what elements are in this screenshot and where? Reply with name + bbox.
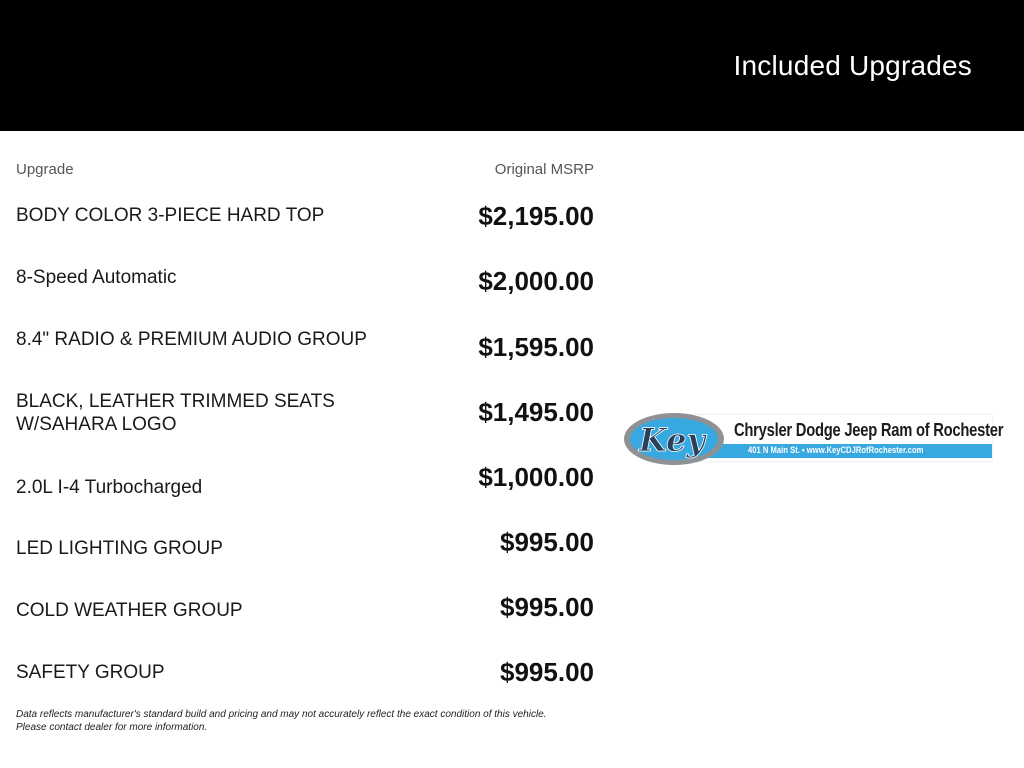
upgrade-name: 8.4" RADIO & PREMIUM AUDIO GROUP bbox=[16, 329, 367, 350]
disclaimer-line: Data reflects manufacturer's standard build and pricing and may not accurately reflect the exact condition of this vehicle. bbox=[16, 709, 547, 720]
disclaimer bbox=[16, 708, 616, 734]
upgrade-name: BLACK, LEATHER TRIMMED SEATS W/SAHARA LOGO bbox=[16, 391, 335, 435]
upgrade-name: SAFETY GROUP bbox=[16, 662, 165, 683]
dealer-name: Chrysler Dodge Jeep Ram of Rochester bbox=[734, 420, 1004, 440]
dealer-logo bbox=[622, 411, 1004, 471]
upgrade-name: 8-Speed Automatic bbox=[16, 267, 177, 288]
upgrade-name: LED LIGHTING GROUP bbox=[16, 538, 223, 559]
upgrade-price: $995.00 bbox=[500, 657, 594, 687]
dealer-address: 401 N Main St. • www.KeyCDJRofRochester.com bbox=[748, 445, 924, 455]
upgrade-name: 2.0L I-4 Turbocharged bbox=[16, 477, 203, 498]
upgrade-price: $2,000.00 bbox=[478, 266, 594, 296]
column-header-upgrade: Upgrade bbox=[16, 161, 74, 178]
upgrade-price: $995.00 bbox=[500, 527, 594, 557]
upgrade-name: COLD WEATHER GROUP bbox=[16, 600, 243, 621]
upgrade-price: $995.00 bbox=[500, 592, 594, 622]
upgrade-price: $2,195.00 bbox=[478, 201, 594, 231]
page-title: Included Upgrades bbox=[733, 50, 972, 81]
upgrade-name: BODY COLOR 3-PIECE HARD TOP bbox=[16, 205, 325, 226]
upgrade-price: $1,000.00 bbox=[478, 462, 594, 492]
logo-mark-text: Key bbox=[638, 421, 706, 459]
column-header-msrp: Original MSRP bbox=[494, 161, 594, 178]
disclaimer-line: Please contact dealer for more information. bbox=[16, 722, 208, 733]
upgrade-price: $1,495.00 bbox=[478, 397, 594, 427]
upgrade-price: $1,595.00 bbox=[478, 332, 594, 362]
key-logo-mark bbox=[622, 411, 726, 467]
